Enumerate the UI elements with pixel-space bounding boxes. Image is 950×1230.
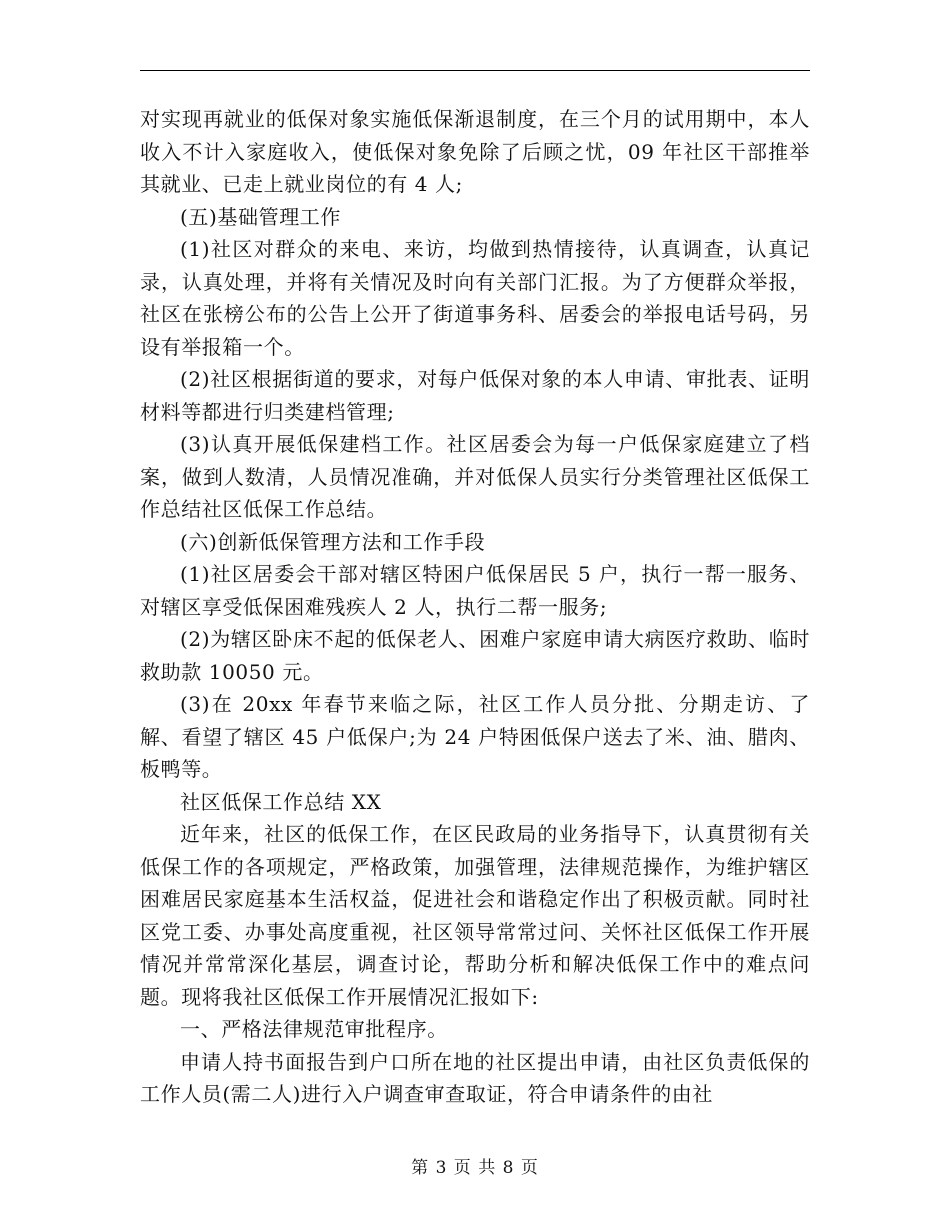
paragraph-2: (五)基础管理工作 (180, 204, 342, 229)
paragraph-1: 对实现再就业的低保对象实施低保渐退制度，在三个月的试用期中，本人收入不计入家庭收入，使低保对象免除了后顾之忧，09 年社区干部推举其就业、已走上就业岗位的有 4 人; (140, 107, 810, 196)
paragraph-13: 申请人持书面报告到户口所在地的社区提出申请，由社区负责低保的工作人员(需二人)进行入户调查审查取证，符合申请条件的由社 (140, 1049, 810, 1106)
paragraph-11: 近年来，社区的低保工作，在区民政局的业务指导下，认真贯彻有关低保工作的各项规定，严格政策，加强管理，法律规范操作，为维护辖区困难居民家庭基本生活权益，促进社会和谐稳定作出了积极贡献。同时社区党工委、办事处高度重视，社区领导常常过问、关怀社区低保工作开展情况并常常深化基层，调查讨论，帮助分析和解决低保工作中的难点问题。现将我社区低保工作开展情况汇报如下: (140, 822, 810, 1009)
header-rule (140, 70, 810, 71)
paragraph-6: (六)创新低保管理方法和工作手段 (180, 529, 486, 554)
paragraph-8: (2)为辖区卧床不起的低保老人、困难户家庭申请大病医疗救助、临时救助款 10050 元。 (140, 627, 810, 684)
document-body (140, 103, 810, 1111)
paragraph-5: (3)认真开展低保建档工作。社区居委会为每一户低保家庭建立了档案，做到人数清，人员情况准确，并对低保人员实行分类管理社区低保工作总结社区低保工作总结。 (140, 432, 810, 521)
paragraph-4: (2)社区根据街道的要求，对每户低保对象的本人申请、审批表、证明材料等都进行归类建档管理; (140, 367, 810, 424)
paragraph-3: (1)社区对群众的来电、来访，均做到热情接待，认真调查，认真记录，认真处理，并将有关情况及时向有关部门汇报。为了方便群众举报，社区在张榜公布的公告上公开了街道事务科、居委会的举报电话号码，另设有举报箱一个。 (140, 237, 810, 359)
paragraph-10: 社区低保工作总结 XX (180, 789, 382, 814)
paragraph-9: (3)在 20xx 年春节来临之际，社区工作人员分批、分期走访、了解、看望了辖区 45 户低保户;为 24 户特困低保户送去了米、油、腊肉、板鸭等。 (140, 692, 810, 781)
paragraph-12: 一、严格法律规范审批程序。 (180, 1017, 448, 1041)
paragraph-7: (1)社区居委会干部对辖区特困户低保居民 5 户，执行一帮一服务、对辖区享受低保困难残疾人 2 人，执行二帮一服务; (140, 562, 810, 619)
page-number: 第 3 页 共 8 页 (411, 1158, 539, 1178)
